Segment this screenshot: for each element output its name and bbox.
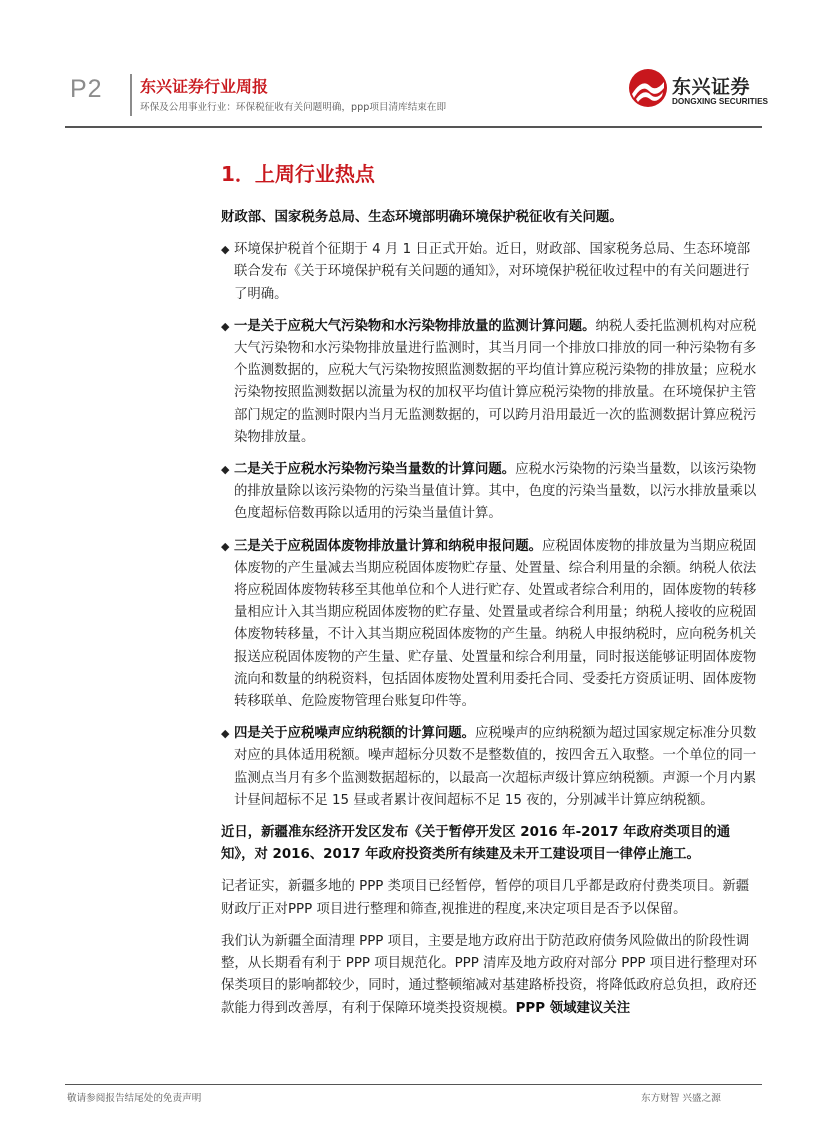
company-logo <box>628 66 768 114</box>
bullet-text: 应税噪声的应纳税额为超过国家规定标准分贝数对应的具体适用税额。噪声超标分贝数不是整数值的，按四舍五入取整。一个单位的同一监测点当月有多个监测数据超标的，以最高一次超标声级计算应纳税额。声源一个月内累计昼间超标不足 15 昼或者累计夜间超标不足 15 夜的，分别减半计算应纳税额。 <box>234 726 757 808</box>
bullet-text: 纳税人委托监测机构对应税大气污染物和水污染物排放量进行监测时，其当月同一个排放口排放的同一种污染物有多个监测数据的，应税大气污染物按照监测数据的平均值计算应税污染物的排放量；应税水污染物按照监测数据以流量为权的加权平均值计算应税污染物的排放量。在环境保护主管部门规定的监测时限内当月无监测数据的，可以跨月沿用最近一次的监测数据计算应税污染物排放量。 <box>234 318 757 445</box>
report-title: 东兴证券行业周报 <box>140 77 269 96</box>
bullet-heading: 一是关于应税大气污染物和水污染物排放量的监测计算问题。 <box>234 318 596 334</box>
bullet-text: 应税水污染物的污染当量数，以该污染物的排放量除以该污染物的污染当量值计算。其中，色度的污染当量数，以污水排放量乘以色度超标倍数再除以适用的污染当量值计算。 <box>234 462 757 522</box>
header-rule <box>65 126 762 128</box>
page-number: P2 <box>70 75 103 103</box>
logo-mark-icon <box>628 68 668 108</box>
paragraph-emphasis: PPP 领域建议关注 <box>515 1000 631 1016</box>
bullet-heading: 四是关于应税噪声应纳税额的计算问题。 <box>234 726 476 742</box>
diamond-bullet-icon: ◆ <box>221 539 230 553</box>
footer-rule <box>65 1084 762 1085</box>
bullet-item <box>221 723 762 812</box>
bullet-heading: 三是关于应税固体废物排放量计算和纳税申报问题。 <box>234 538 542 554</box>
article-body <box>221 207 762 1020</box>
diamond-bullet-icon: ◆ <box>221 727 230 741</box>
bullet-item <box>221 536 762 714</box>
report-subtitle: 环保及公用事业行业：环保税征收有关问题明确，ppp项目清库结束在即 <box>140 102 447 113</box>
footer-disclaimer: 敬请参阅报告结尾处的免责声明 <box>67 1093 202 1104</box>
footer-slogan: 东方财智 兴盛之源 <box>641 1093 721 1104</box>
lead-paragraph: 财政部、国家税务总局、生态环境部明确环境保护税征收有关问题。 <box>221 210 623 225</box>
logo-english-name: DONGXING SECURITIES <box>672 97 768 106</box>
logo-chinese-name: 东兴证券 <box>672 76 751 98</box>
bullet-item <box>221 459 762 526</box>
section-title: 1．上周行业热点 <box>221 162 375 186</box>
bullet-text: 应税固体废物的排放量为当期应税固体废物的产生量减去当期应税固体废物贮存量、处置量、综合利用量的余额。纳税人依法将应税固体废物转移至其他单位和个人进行贮存、处置或者综合利用的，固体废物的转移量相应计入其当期应税固体废物的贮存量、处置量或者综合利用量；纳税人接收的应税固体废物转移量，不计入其当期应税固体废物的产生量。纳税人申报纳税时，应向税务机关报送应税固体废物的产生量、贮存量、处置量和综合利用量，同时报送能够证明固体废物流向和数量的纳税资料，包括固体废物处置利用委托合同、受委托方资质证明、固体废物转移联单、危险废物管理台账复印件等。 <box>234 538 757 710</box>
diamond-bullet-icon: ◆ <box>221 463 230 477</box>
news-lead-paragraph: 近日，新疆准东经济开发区发布《关于暂停开发区 2016 年-2017 年政府类项目的通知》，对 2016、2017 年政府投资类所有续建及未开工建设项目一律停止施工。 <box>221 825 731 863</box>
body-paragraph: 记者证实，新疆多地的 PPP 类项目已经暂停，暂停的项目几乎都是政府付费类项目。新疆财政厅正对PPP 项目进行整理和筛查,视推进的程度,来决定项目是否予以保留。 <box>221 879 750 917</box>
bullet-item <box>221 239 762 306</box>
bullet-item <box>221 316 762 449</box>
paragraph-text: 我们认为新疆全面清理 PPP 项目，主要是地方政府出于防范政府债务风险做出的阶段性调整，从长期看有利于 PPP 项目规范化。PPP 清库及地方政府对部分 PPP 项目进行整理对环保类项目的影响都较少，同时，通过整顿缩减对基建路桥投资，将降低政府总负担，政府还款能力得到改善厚，有利于保障环境类投资规模。 <box>221 933 757 1016</box>
diamond-bullet-icon: ◆ <box>221 243 230 257</box>
body-paragraph <box>221 931 762 1020</box>
diamond-bullet-icon: ◆ <box>221 319 230 333</box>
bullet-text: 环境保护税首个征期于 4 月 1 日正式开始。近日，财政部、国家税务总局、生态环境部联合发布《关于环境保护税有关问题的通知》，对环境保护税征收过程中的有关问题进行了明确。 <box>234 242 751 302</box>
bullet-heading: 二是关于应税水污染物污染当量数的计算问题。 <box>234 462 516 478</box>
header-divider-vertical <box>130 74 132 116</box>
